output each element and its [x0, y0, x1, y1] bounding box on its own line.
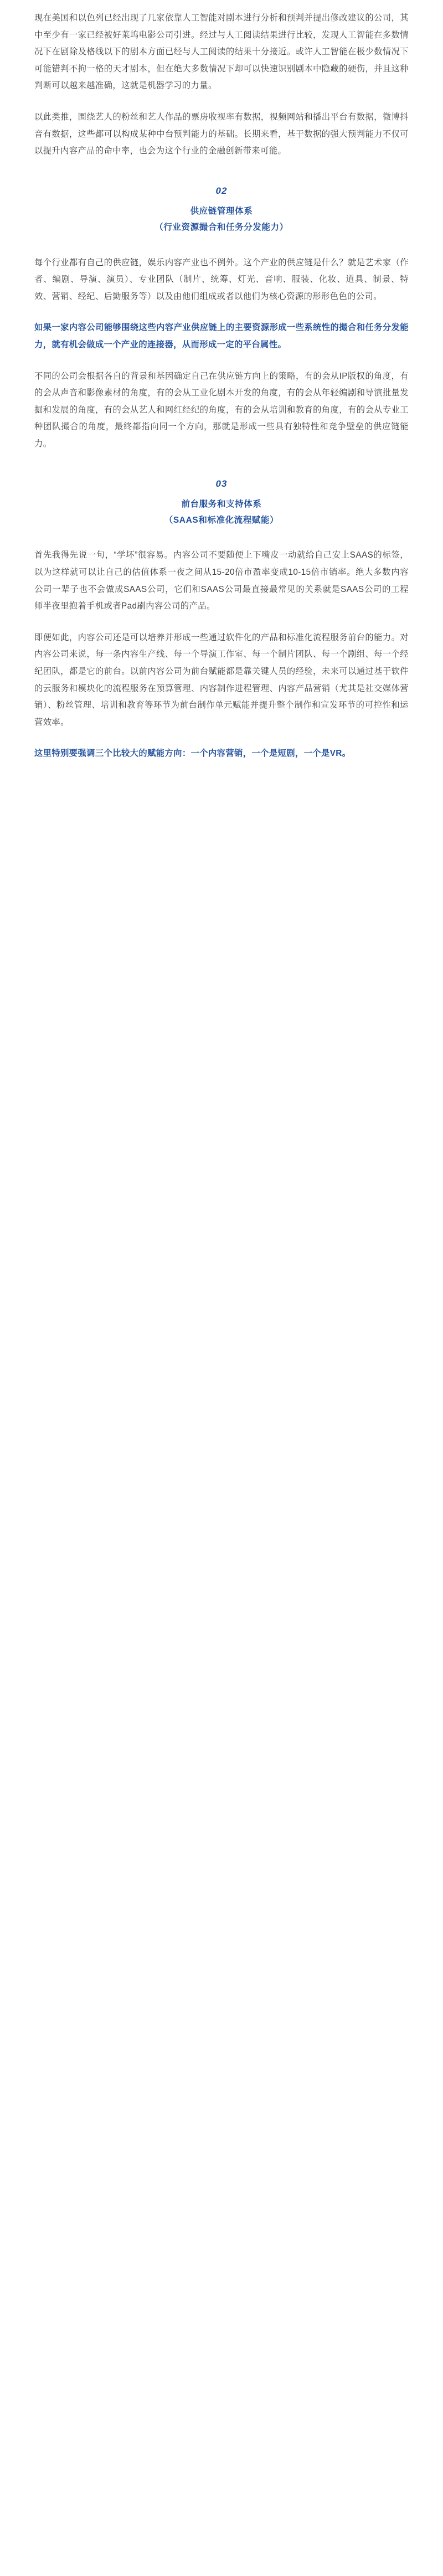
section-number: 02 [215, 185, 228, 196]
section-title: 供应链管理体系 [190, 206, 253, 216]
section-heading-supply-chain [34, 186, 409, 236]
paragraph-different-companies-strategy: 不同的公司会根据各自的背景和基因确定自己在供应链方向上的策略，有的会从IP版权的角度，有的会从声音和影像素材的角度，有的会从工业化剧本开发的角度，有的会从年轻编剧和导演批量发掘和发展的角度，有的会从艺人和网红经纪的角度，有的会从培训和教育的角度，有的会从专业工种团队撮合的角度，最终都指向同一个方向，那就是形成一些具有独特性和竞争壁垒的供应链能力。 [34, 371, 409, 449]
paragraph-box-office-data: 以此类推，围绕艺人的粉丝和艺人作品的票房收视率有数据，视频网站和播出平台有数据，微博抖音有数据，这些都可以构成某种中台预判能力的基础。长期来看，基于数据的强大预判能力不仅可以提升内容产品的命中率，也会为这个行业的金融创新带来可能。 [34, 112, 409, 156]
paragraph-saas-intro: 首先我得先说一句，“学坏”很容易。内容公司不要随便上下嘴皮一动就给自己安上SAAS的标签，以为这样就可以让自己的估值体系一夜之间从15-20倍市盈率变成10-15倍市销率。绝大多数内容公司一辈子也不会做成SAAS公司，它们和SAAS公司最直接最常见的关系就是SAAS公司的工程师半夜里抱着手机或者Pad刷内容公司的产品。 [34, 550, 409, 611]
top-spacer [34, 0, 409, 10]
section-subtitle: （SAAS和标准化流程赋能） [164, 516, 279, 525]
paragraph-three-empowerment-directions: 这里特别要强调三个比较大的赋能方向：一个内容营销，一个是短剧，一个是VR。 [34, 749, 351, 759]
paragraph-platform-attribute-highlight: 如果一家内容公司能够围绕这些内容产业供应链上的主要资源形成一些系统性的撮合和任务分发能力，就有机会做成一个产业的连接器，从而形成一定的平台属性。 [34, 323, 409, 349]
paragraph-software-standardization: 即便如此，内容公司还是可以培养并形成一些通过软件化的产品和标准化流程服务前台的能力。对内容公司来说，每一条内容生产线、每一个导演工作室、每一个制片团队、每一个剧组、每一个经纪团队，都是它的前台。以前内容公司为前台赋能都是靠关键人员的经验，未来可以通过基于软件的云服务和模块化的流程服务在预算管理、内容制作进程管理、内容产品营销（尤其是社交媒体营销）、粉丝管理、培训和教育等环节为前台制作单元赋能并提升整个制作和宣发环节的可控性和运营效率。 [34, 632, 409, 727]
section-number: 03 [215, 478, 228, 489]
section-heading-frontdesk-service [34, 478, 409, 529]
article-page [0, 0, 443, 799]
paragraph-ai-script-analysis: 现在美国和以色列已经出现了几家依靠人工智能对剧本进行分析和预判并提出修改建议的公司，其中至少有一家已经被好莱坞电影公司引进。经过与人工阅读结果进行比较，发现人工智能在多数情况下在剧除及格线以下的剧本方面已经与人工阅读的结果十分接近。或许人工智能在极少数情况下可能错判不拘一格的天才剧本，但在绝大多数情况下却可以快速识别剧本中隐藏的硬伤，并且这种判断可以越来越准确，这就是机器学习的力量。 [34, 13, 409, 91]
section-subtitle: （行业资源撮合和任务分发能力） [154, 223, 289, 233]
section-title: 前台服务和支持体系 [181, 499, 262, 509]
paragraph-supply-chain-intro: 每个行业都有自己的供应链，娱乐内容产业也不例外。这个产业的供应链是什么？就是艺术家（作者、编剧、导演、演员）、专业团队（制片、统筹、灯光、音响、服装、化妆、道具、制景、特效、营销、经纪、后勤服务等）以及由他们组成或者以他们为核心资源的形形色色的公司。 [34, 257, 409, 301]
